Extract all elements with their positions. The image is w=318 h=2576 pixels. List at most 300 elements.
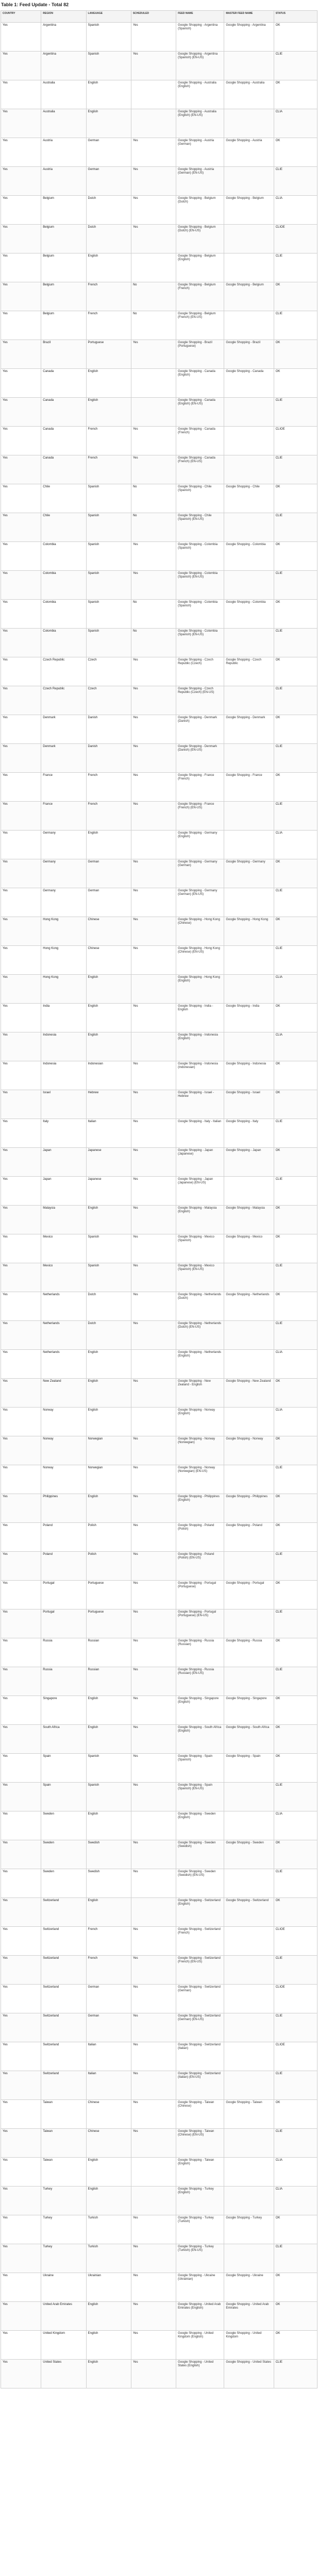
cell-scheduled: Yes <box>131 2360 176 2388</box>
table-row <box>1 917 317 946</box>
cell-scheduled <box>131 2158 176 2187</box>
cell-region: Sweden <box>41 1840 86 1869</box>
cell-status: CLIOE <box>274 225 317 253</box>
cell-feed-name: Google Shopping - Taiwan (Chinese) (EN-US) <box>176 2129 224 2158</box>
table-row <box>1 1783 317 1811</box>
cell-region: Russia <box>41 1638 86 1667</box>
cell-feed-name: Google Shopping - Denmark (Danish) (EN-US) <box>176 744 224 773</box>
cell-scheduled: Yes <box>131 2100 176 2129</box>
cell-feed-name: Google Shopping - Sweden (Swedish) <box>176 1840 224 1869</box>
cell-feed-name: Google Shopping - Malaysia (English) <box>176 1206 224 1234</box>
cell-status: CLIE <box>274 311 317 340</box>
cell-country: Yes <box>1 1725 41 1754</box>
cell-language: Spanish <box>86 513 131 542</box>
cell-status: CLIE <box>274 1321 317 1350</box>
cell-country: Yes <box>1 1840 41 1869</box>
table-row <box>1 167 317 196</box>
cell-scheduled: No <box>131 282 176 311</box>
cell-status: CLIE <box>274 52 317 80</box>
cell-country: Yes <box>1 1408 41 1436</box>
table-row <box>1 282 317 311</box>
table-row <box>1 888 317 917</box>
cell-language: Spanish <box>86 571 131 600</box>
cell-status: OK <box>274 542 317 571</box>
cell-region: Argentina <box>41 23 86 52</box>
cell-status: CLIE <box>274 2013 317 2042</box>
cell-feed-name: Google Shopping - Portugal (Portuguese) (EN-US) <box>176 1609 224 1638</box>
cell-status: OK <box>274 80 317 109</box>
cell-master-feed-name: Google Shopping - Taiwan <box>224 2100 274 2129</box>
cell-status: CLIA <box>274 109 317 138</box>
cell-status: CLIE <box>274 629 317 657</box>
table-row <box>1 1408 317 1436</box>
cell-scheduled <box>131 1350 176 1379</box>
cell-language: Spanish <box>86 1263 131 1292</box>
cell-scheduled: Yes <box>131 455 176 484</box>
cell-status: OK <box>274 1148 317 1177</box>
cell-region: Poland <box>41 1523 86 1552</box>
cell-language: Ukrainian <box>86 2273 131 2302</box>
cell-feed-name: Google Shopping - Hong Kong (Chinese) (EN-US) <box>176 946 224 975</box>
cell-master-feed-name: Google Shopping - Germany <box>224 859 274 888</box>
cell-scheduled <box>131 1408 176 1436</box>
cell-region: South Africa <box>41 1725 86 1754</box>
cell-region: Russia <box>41 1667 86 1696</box>
cell-status: CLIE <box>274 455 317 484</box>
cell-feed-name: Google Shopping - Colombia (Spanish) <box>176 542 224 571</box>
cell-status: CLIE <box>274 888 317 917</box>
cell-status: OK <box>274 138 317 167</box>
cell-master-feed-name: Google Shopping - Switzerland <box>224 1898 274 1927</box>
cell-status: OK <box>274 1494 317 1523</box>
cell-status: OK <box>274 1898 317 1927</box>
cell-master-feed-name <box>224 225 274 253</box>
cell-scheduled: Yes <box>131 1667 176 1696</box>
cell-country: Yes <box>1 1811 41 1840</box>
cell-language: English <box>86 369 131 398</box>
cell-country: Yes <box>1 455 41 484</box>
cell-feed-name: Google Shopping - Switzerland (Italian) <box>176 2042 224 2071</box>
cell-country: Yes <box>1 52 41 80</box>
cell-feed-name: Google Shopping - Netherlands (Dutch) <box>176 1292 224 1321</box>
table-row <box>1 1754 317 1783</box>
cell-master-feed-name: Google Shopping - Netherlands <box>224 1292 274 1321</box>
cell-status: OK <box>274 2100 317 2129</box>
cell-region: Chile <box>41 513 86 542</box>
table-row <box>1 1667 317 1696</box>
cell-master-feed-name: Google Shopping - Philippines <box>224 1494 274 1523</box>
cell-scheduled: Yes <box>131 196 176 225</box>
cell-country: Yes <box>1 802 41 831</box>
cell-country: Yes <box>1 109 41 138</box>
cell-status: CLIOE <box>274 2042 317 2071</box>
cell-country: Yes <box>1 1523 41 1552</box>
cell-feed-name: Google Shopping - Norway (English) <box>176 1408 224 1436</box>
cell-master-feed-name <box>224 398 274 427</box>
cell-master-feed-name <box>224 1350 274 1379</box>
cell-country: Yes <box>1 340 41 369</box>
table-row <box>1 1436 317 1465</box>
cell-feed-name: Google Shopping - Canada (French) (EN-US) <box>176 455 224 484</box>
cell-scheduled: Yes <box>131 2215 176 2244</box>
cell-language: Spanish <box>86 23 131 52</box>
cell-country: Yes <box>1 2071 41 2100</box>
cell-master-feed-name <box>224 2158 274 2187</box>
cell-language: Spanish <box>86 600 131 629</box>
cell-region: Ukraine <box>41 2273 86 2302</box>
cell-language: Italian <box>86 2071 131 2100</box>
cell-master-feed-name <box>224 1609 274 1638</box>
cell-region: United Kingdom <box>41 2331 86 2360</box>
cell-country: Yes <box>1 975 41 1004</box>
cell-language: Norwegian <box>86 1465 131 1494</box>
cell-region: Colombia <box>41 571 86 600</box>
cell-country: Yes <box>1 1754 41 1783</box>
cell-master-feed-name <box>224 1927 274 1956</box>
cell-language: English <box>86 975 131 1004</box>
table-row <box>1 2215 317 2244</box>
table-row <box>1 1004 317 1032</box>
cell-region: Denmark <box>41 715 86 744</box>
cell-language: English <box>86 80 131 109</box>
cell-language: Indonesian <box>86 1061 131 1090</box>
cell-feed-name: Google Shopping - Mexico (Spanish) <box>176 1234 224 1263</box>
cell-status: CLIA <box>274 831 317 859</box>
cell-master-feed-name: Google Shopping - Norway <box>224 1436 274 1465</box>
cell-scheduled <box>131 253 176 282</box>
cell-scheduled: Yes <box>131 427 176 455</box>
cell-region: New Zealand <box>41 1379 86 1408</box>
cell-language: Polish <box>86 1523 131 1552</box>
cell-language: English <box>86 1004 131 1032</box>
cell-feed-name: Google Shopping - Australia (English) (EN-US) <box>176 109 224 138</box>
cell-status: CLIA <box>274 1350 317 1379</box>
cell-country: Yes <box>1 1379 41 1408</box>
cell-region: Norway <box>41 1408 86 1436</box>
cell-scheduled: Yes <box>131 1321 176 1350</box>
cell-region: Singapore <box>41 1696 86 1725</box>
cell-scheduled: No <box>131 513 176 542</box>
cell-status: CLIE <box>274 946 317 975</box>
cell-master-feed-name: Google Shopping - Japan <box>224 1148 274 1177</box>
table-row <box>1 2071 317 2100</box>
cell-language: English <box>86 2158 131 2187</box>
table-row <box>1 2360 317 2388</box>
cell-language: French <box>86 773 131 802</box>
cell-country: Yes <box>1 2158 41 2187</box>
cell-feed-name: Google Shopping - Switzerland (German) (EN-US) <box>176 2013 224 2042</box>
cell-master-feed-name: Google Shopping - Indonesia <box>224 1061 274 1090</box>
cell-country: Yes <box>1 1292 41 1321</box>
cell-scheduled: Yes <box>131 1177 176 1206</box>
cell-scheduled: No <box>131 629 176 657</box>
cell-language: English <box>86 1206 131 1234</box>
cell-region: Austria <box>41 167 86 196</box>
cell-country: Yes <box>1 542 41 571</box>
cell-region: Portugal <box>41 1609 86 1638</box>
cell-status: CLIA <box>274 1811 317 1840</box>
cell-scheduled: Yes <box>131 2302 176 2331</box>
cell-feed-name: Google Shopping - Indonesia (Indonesian) <box>176 1061 224 1090</box>
cell-country: Yes <box>1 946 41 975</box>
cell-feed-name: Google Shopping - Colombia (Spanish) <box>176 600 224 629</box>
cell-language: Spanish <box>86 484 131 513</box>
cell-master-feed-name <box>224 1465 274 1494</box>
table-row <box>1 513 317 542</box>
table-row <box>1 1119 317 1148</box>
table-row <box>1 1061 317 1090</box>
cell-country: Yes <box>1 1783 41 1811</box>
cell-region: Belgium <box>41 311 86 340</box>
cell-country: Yes <box>1 1350 41 1379</box>
cell-country: Yes <box>1 2244 41 2273</box>
cell-feed-name: Google Shopping - Canada (French) <box>176 427 224 455</box>
cell-feed-name: Google Shopping - Switzerland (French) (EN-US) <box>176 1956 224 1985</box>
cell-country: Yes <box>1 2215 41 2244</box>
cell-region: Australia <box>41 80 86 109</box>
table-row <box>1 1206 317 1234</box>
cell-scheduled <box>131 975 176 1004</box>
cell-status: OK <box>274 600 317 629</box>
cell-feed-name: Google Shopping - Italy - Italian <box>176 1119 224 1148</box>
cell-scheduled: Yes <box>131 1581 176 1609</box>
cell-region: Hong Kong <box>41 917 86 946</box>
cell-language: Chinese <box>86 2129 131 2158</box>
cell-region: Czech Republic <box>41 657 86 686</box>
cell-master-feed-name: Google Shopping - Poland <box>224 1523 274 1552</box>
cell-status: CLIA <box>274 2187 317 2215</box>
cell-scheduled: Yes <box>131 1119 176 1148</box>
cell-scheduled: Yes <box>131 2273 176 2302</box>
cell-country: Yes <box>1 1552 41 1581</box>
cell-language: English <box>86 109 131 138</box>
cell-scheduled: Yes <box>131 1379 176 1408</box>
cell-status: OK <box>274 657 317 686</box>
cell-country: Yes <box>1 1436 41 1465</box>
cell-region: Norway <box>41 1465 86 1494</box>
cell-status: CLIE <box>274 1956 317 1985</box>
cell-language: Dutch <box>86 196 131 225</box>
cell-feed-name: Google Shopping - Colombia (Spanish) (EN-US) <box>176 629 224 657</box>
cell-country: Yes <box>1 888 41 917</box>
cell-region: Belgium <box>41 282 86 311</box>
table-row <box>1 455 317 484</box>
cell-scheduled: Yes <box>131 138 176 167</box>
cell-feed-name: Google Shopping - Australia (English) <box>176 80 224 109</box>
cell-status: CLIE <box>274 1465 317 1494</box>
cell-feed-name: Google Shopping - Portugal (Portuguese) <box>176 1581 224 1609</box>
cell-scheduled <box>131 831 176 859</box>
cell-feed-name: Google Shopping - Spain (Spanish) <box>176 1754 224 1783</box>
cell-scheduled: Yes <box>131 1206 176 1234</box>
cell-country: Yes <box>1 1032 41 1061</box>
cell-region: Sweden <box>41 1811 86 1840</box>
cell-region: Sweden <box>41 1869 86 1898</box>
cell-status: CLIA <box>274 1408 317 1436</box>
cell-status: OK <box>274 1523 317 1552</box>
cell-region: Canada <box>41 455 86 484</box>
cell-country: Yes <box>1 1638 41 1667</box>
cell-master-feed-name <box>224 1667 274 1696</box>
cell-master-feed-name: Google Shopping - Brazil <box>224 340 274 369</box>
cell-country: Yes <box>1 1090 41 1119</box>
cell-region: Mexico <box>41 1234 86 1263</box>
cell-feed-name: Google Shopping - Czech Republic (Czech) (EN-US) <box>176 686 224 715</box>
cell-scheduled: Yes <box>131 2042 176 2071</box>
cell-country: Yes <box>1 1581 41 1609</box>
cell-country: Yes <box>1 2042 41 2071</box>
cell-status: CLIE <box>274 1609 317 1638</box>
cell-status: OK <box>274 369 317 398</box>
cell-region: Hong Kong <box>41 975 86 1004</box>
cell-master-feed-name <box>224 1032 274 1061</box>
cell-country: Yes <box>1 1494 41 1523</box>
cell-scheduled: Yes <box>131 1985 176 2013</box>
table-row <box>1 2273 317 2302</box>
table-row <box>1 1263 317 1292</box>
cell-master-feed-name: Google Shopping - United States <box>224 2360 274 2388</box>
cell-region: Switzerland <box>41 2042 86 2071</box>
cell-feed-name: Google Shopping - Switzerland (German) <box>176 1985 224 2013</box>
cell-feed-name: Google Shopping - Netherlands (English) <box>176 1350 224 1379</box>
cell-language: Danish <box>86 715 131 744</box>
cell-scheduled: Yes <box>131 686 176 715</box>
cell-scheduled: Yes <box>131 1927 176 1956</box>
cell-scheduled: Yes <box>131 888 176 917</box>
cell-feed-name: Google Shopping - Chile (Spanish) <box>176 484 224 513</box>
table-row <box>1 109 317 138</box>
cell-country: Yes <box>1 571 41 600</box>
cell-scheduled: Yes <box>131 340 176 369</box>
cell-master-feed-name <box>224 1408 274 1436</box>
feed-update-table <box>1 10 317 2388</box>
cell-master-feed-name <box>224 1985 274 2013</box>
cell-status: CLIE <box>274 2129 317 2158</box>
cell-scheduled: No <box>131 311 176 340</box>
cell-region: India <box>41 1004 86 1032</box>
table-row <box>1 744 317 773</box>
cell-language: English <box>86 398 131 427</box>
cell-feed-name: Google Shopping - Norway (Norwegian) <box>176 1436 224 1465</box>
cell-language: German <box>86 138 131 167</box>
cell-master-feed-name <box>224 109 274 138</box>
cell-status: OK <box>274 1206 317 1234</box>
cell-scheduled: Yes <box>131 1725 176 1754</box>
table-row <box>1 1898 317 1927</box>
cell-region: Canada <box>41 369 86 398</box>
cell-feed-name: Google Shopping - Russia (Russian) (EN-US) <box>176 1667 224 1696</box>
cell-scheduled <box>131 398 176 427</box>
cell-region: Chile <box>41 484 86 513</box>
header-row <box>1 11 317 23</box>
cell-scheduled: Yes <box>131 52 176 80</box>
cell-region: Portugal <box>41 1581 86 1609</box>
cell-status: OK <box>274 1436 317 1465</box>
cell-language: English <box>86 1408 131 1436</box>
cell-language: English <box>86 1811 131 1840</box>
table-row <box>1 542 317 571</box>
cell-country: Yes <box>1 2013 41 2042</box>
cell-scheduled: No <box>131 484 176 513</box>
cell-language: Chinese <box>86 946 131 975</box>
table-row <box>1 2158 317 2187</box>
cell-status: OK <box>274 917 317 946</box>
cell-scheduled: Yes <box>131 1465 176 1494</box>
cell-master-feed-name <box>224 946 274 975</box>
cell-status: OK <box>274 1638 317 1667</box>
cell-scheduled: Yes <box>131 2244 176 2273</box>
cell-language: Turkish <box>86 2244 131 2273</box>
cell-status: OK <box>274 1754 317 1783</box>
cell-region: Switzerland <box>41 1927 86 1956</box>
cell-status: CLIE <box>274 1667 317 1696</box>
cell-master-feed-name: Google Shopping - Chile <box>224 484 274 513</box>
cell-status: CLIA <box>274 196 317 225</box>
cell-master-feed-name: Google Shopping - Sweden <box>224 1840 274 1869</box>
cell-scheduled: Yes <box>131 2129 176 2158</box>
cell-region: Taiwan <box>41 2158 86 2187</box>
cell-master-feed-name <box>224 167 274 196</box>
cell-region: Czech Republic <box>41 686 86 715</box>
cell-language: Portuguese <box>86 1581 131 1609</box>
cell-status: CLIE <box>274 1119 317 1148</box>
cell-master-feed-name: Google Shopping - Czech Republic <box>224 657 274 686</box>
cell-scheduled <box>131 1811 176 1840</box>
cell-scheduled: Yes <box>131 657 176 686</box>
cell-feed-name: Google Shopping - Canada (English) <box>176 369 224 398</box>
cell-status: OK <box>274 1234 317 1263</box>
table-row <box>1 1090 317 1119</box>
cell-scheduled: Yes <box>131 542 176 571</box>
cell-feed-name: Google Shopping - Turkey (English) <box>176 2187 224 2215</box>
cell-master-feed-name: Google Shopping - United Arab Emirates <box>224 2302 274 2331</box>
table-row <box>1 1927 317 1956</box>
header-language: LANGUAGE <box>86 11 131 23</box>
cell-region: Turkey <box>41 2187 86 2215</box>
cell-master-feed-name: Google Shopping - Belgium <box>224 282 274 311</box>
cell-region: Japan <box>41 1177 86 1206</box>
cell-status: OK <box>274 1061 317 1090</box>
cell-language: Hebrew <box>86 1090 131 1119</box>
cell-region: Austria <box>41 138 86 167</box>
table-row <box>1 1811 317 1840</box>
cell-feed-name: Google Shopping - Argentina (Spanish) (EN-US) <box>176 52 224 80</box>
cell-country: Yes <box>1 1206 41 1234</box>
cell-status: CLIE <box>274 1869 317 1898</box>
cell-scheduled: Yes <box>131 1638 176 1667</box>
cell-language: English <box>86 1898 131 1927</box>
cell-region: Canada <box>41 398 86 427</box>
cell-feed-name: Google Shopping - Poland (Polish) <box>176 1523 224 1552</box>
cell-master-feed-name <box>224 686 274 715</box>
table-row <box>1 1494 317 1523</box>
cell-feed-name: Google Shopping - United States (English) <box>176 2360 224 2388</box>
cell-language: Italian <box>86 2042 131 2071</box>
cell-country: Yes <box>1 253 41 282</box>
cell-language: Portuguese <box>86 340 131 369</box>
cell-region: Germany <box>41 831 86 859</box>
cell-language: Swedish <box>86 1869 131 1898</box>
cell-status: CLIOE <box>274 427 317 455</box>
cell-language: English <box>86 1032 131 1061</box>
cell-scheduled: Yes <box>131 2071 176 2100</box>
cell-language: English <box>86 831 131 859</box>
cell-status: CLIE <box>274 571 317 600</box>
cell-feed-name: Google Shopping - Hong Kong (English) <box>176 975 224 1004</box>
cell-country: Yes <box>1 80 41 109</box>
cell-scheduled: Yes <box>131 1840 176 1869</box>
cell-region: Israel <box>41 1090 86 1119</box>
